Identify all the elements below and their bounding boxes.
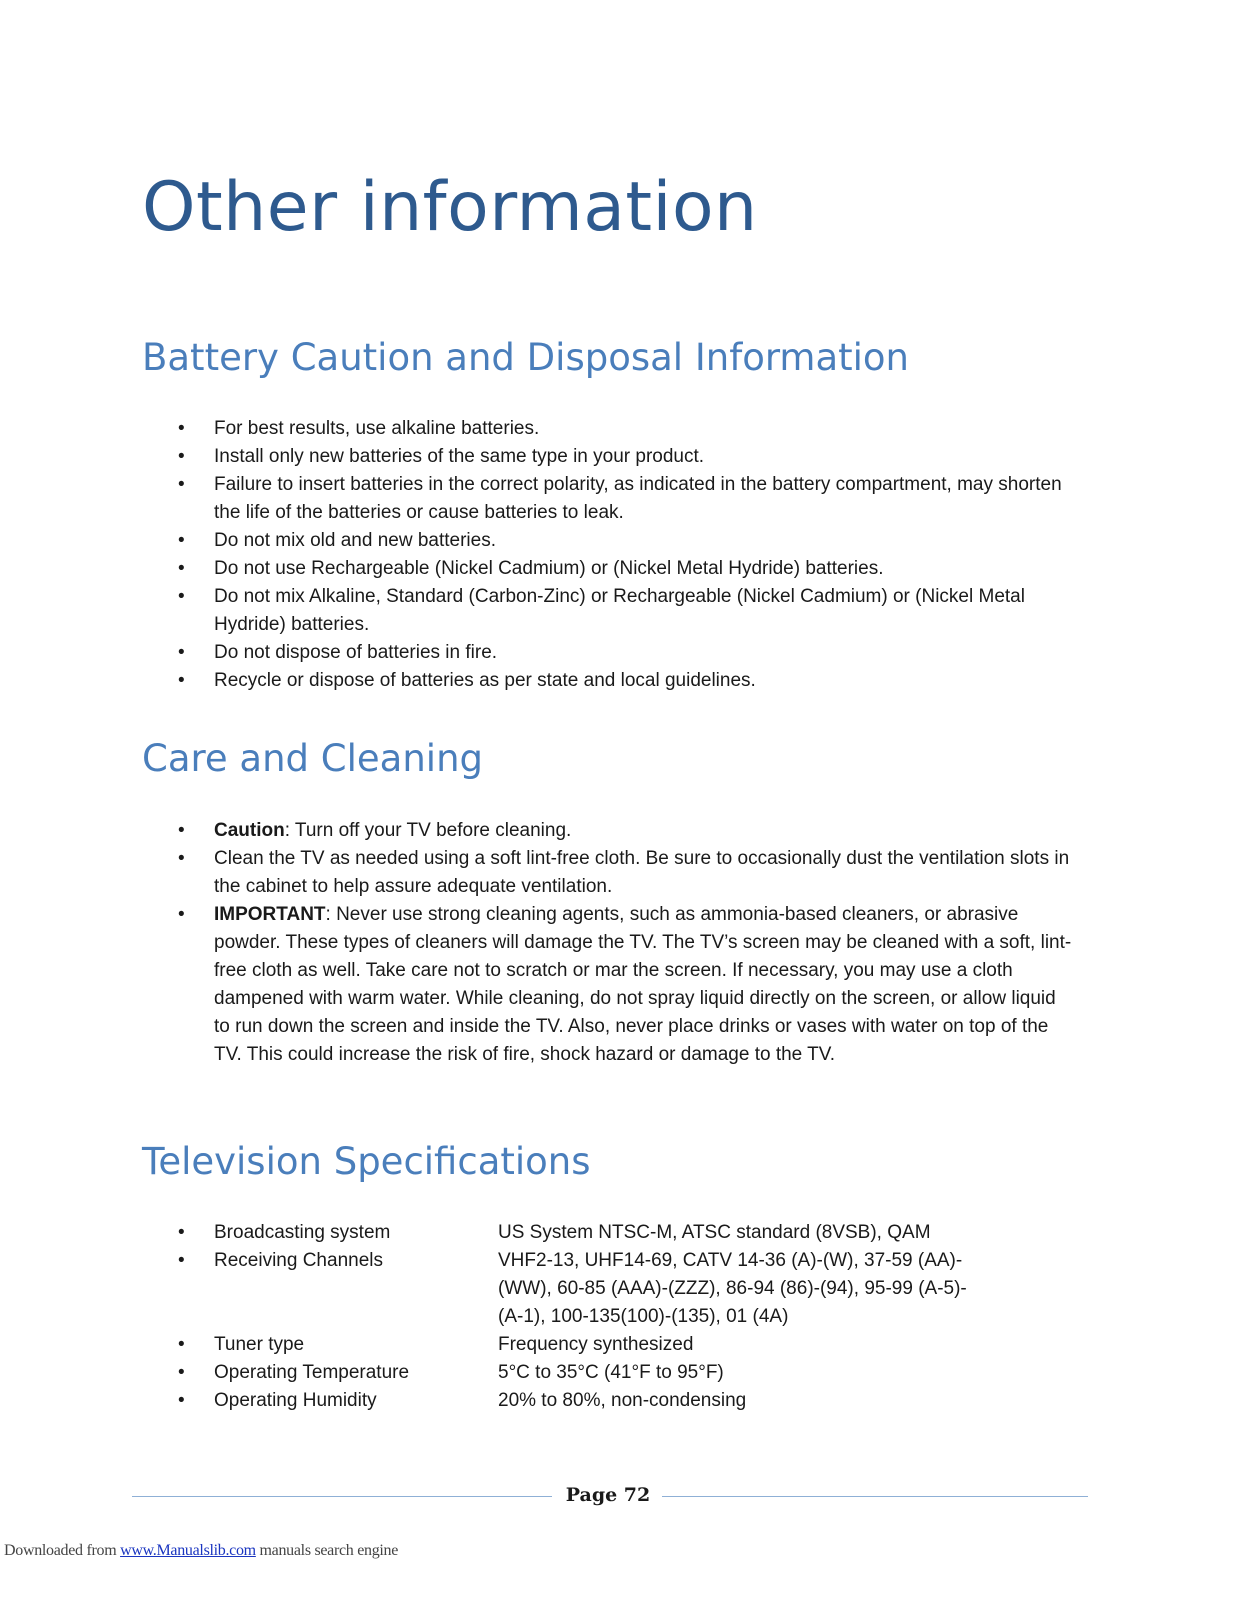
list-item-text: Do not use Rechargeable (Nickel Cadmium) or (Nickel Metal Hydride) batteries. bbox=[214, 558, 884, 579]
list-item bbox=[142, 845, 1072, 901]
footer-rule-right bbox=[662, 1496, 1088, 1497]
list-item-text: Failure to insert batteries in the correct polarity, as indicated in the battery compartment, may shorten the life of the batteries or cause batteries to leak. bbox=[214, 474, 1062, 523]
spec-value: VHF2-13, UHF14-69, CATV 14-36 (A)-(W), 37-59 (AA)- (WW), 60-85 (AAA)-(ZZZ), 86-94 (86)-(94), 95-99 (A-5)-(A-1), 100-135(100)-(135), 01 (4A) bbox=[498, 1250, 967, 1327]
battery-heading: Battery Caution and Disposal Information bbox=[142, 336, 910, 379]
bullet-icon: • bbox=[178, 586, 185, 607]
download-note bbox=[4, 1542, 398, 1560]
bullet-icon: • bbox=[178, 1334, 185, 1355]
list-item-text: Do not dispose of batteries in fire. bbox=[214, 642, 498, 663]
spec-row bbox=[142, 1219, 1072, 1247]
list-item-text: Do not mix Alkaline, Standard (Carbon-Zinc) or Rechargeable (Nickel Cadmium) or (Nickel Metal Hydride) batteries. bbox=[214, 586, 1025, 635]
list-item bbox=[142, 901, 1072, 1069]
manualslib-link[interactable]: www.Manualslib.com bbox=[120, 1542, 256, 1559]
bullet-icon: • bbox=[178, 904, 185, 925]
spec-label: Operating Humidity bbox=[214, 1390, 377, 1411]
bullet-icon: • bbox=[178, 848, 185, 869]
list-item bbox=[142, 583, 1072, 639]
spec-value: 20% to 80%, non-condensing bbox=[498, 1390, 747, 1411]
bullet-icon: • bbox=[178, 820, 185, 841]
spec-value: 5°C to 35°C (41°F to 95°F) bbox=[498, 1362, 724, 1383]
spec-row bbox=[142, 1247, 1072, 1331]
list-item bbox=[142, 555, 1072, 583]
bullet-icon: • bbox=[178, 1362, 185, 1383]
list-item bbox=[142, 667, 1072, 695]
list-item bbox=[142, 817, 1072, 845]
spec-label: Operating Temperature bbox=[214, 1362, 410, 1383]
spec-value: Frequency synthesized bbox=[498, 1334, 694, 1355]
spec-label: Tuner type bbox=[214, 1334, 305, 1355]
spec-row bbox=[142, 1387, 1072, 1415]
specs-list bbox=[142, 1219, 1072, 1415]
spec-label: Receiving Channels bbox=[214, 1250, 383, 1271]
list-item-text: Recycle or dispose of batteries as per state and local guidelines. bbox=[214, 670, 756, 691]
specs-heading: Television Specifications bbox=[142, 1140, 591, 1183]
download-suffix: manuals search engine bbox=[255, 1542, 399, 1559]
list-item bbox=[142, 415, 1072, 443]
care-heading: Care and Cleaning bbox=[142, 737, 484, 780]
bullet-icon: • bbox=[178, 642, 185, 663]
list-item-text: Clean the TV as needed using a soft lint-free cloth. Be sure to occasionally dust the ventilation slots in the cabinet to help assure adequate ventilation. bbox=[214, 848, 1070, 897]
list-item bbox=[142, 527, 1072, 555]
list-item-text: : Turn off your TV before cleaning. bbox=[284, 820, 572, 841]
page-number: Page 72 bbox=[565, 1484, 651, 1506]
bullet-icon: • bbox=[178, 474, 185, 495]
battery-list bbox=[142, 415, 1072, 695]
bullet-icon: • bbox=[178, 446, 185, 467]
list-item bbox=[142, 443, 1072, 471]
footer-rule-left bbox=[132, 1496, 552, 1497]
bullet-icon: • bbox=[178, 558, 185, 579]
spec-label: Broadcasting system bbox=[214, 1222, 391, 1243]
list-item bbox=[142, 471, 1072, 527]
bullet-icon: • bbox=[178, 530, 185, 551]
spec-value: US System NTSC-M, ATSC standard (8VSB), QAM bbox=[498, 1222, 931, 1243]
download-prefix: Downloaded from bbox=[4, 1542, 121, 1559]
bullet-icon: • bbox=[178, 670, 185, 691]
bullet-icon: • bbox=[178, 418, 185, 439]
list-item-text: Do not mix old and new batteries. bbox=[214, 530, 496, 551]
bullet-icon: • bbox=[178, 1390, 185, 1411]
spec-row bbox=[142, 1331, 1072, 1359]
list-item bbox=[142, 639, 1072, 667]
list-item-text: For best results, use alkaline batteries. bbox=[214, 418, 540, 439]
bullet-icon: • bbox=[178, 1250, 185, 1271]
bullet-icon: • bbox=[178, 1222, 185, 1243]
chapter-title: Other information bbox=[142, 168, 758, 247]
list-item-text: Install only new batteries of the same type in your product. bbox=[214, 446, 705, 467]
list-item-text: : Never use strong cleaning agents, such as ammonia-based cleaners, or abrasive powder. These types of cleaners will damage the TV. The TV’s screen may be cleaned with a soft, lint-free cloth as well. Take care not to scratch or mar the screen. If necessary, you may use a cloth dampened with warm water. While cleaning, do not spray liquid directly on the screen, or allow liquid to run down the screen and inside the TV. Also, never place drinks or vases with water on top of the TV. This could increase the risk of fire, shock hazard or damage to the TV. bbox=[214, 904, 1072, 1065]
care-list bbox=[142, 817, 1072, 1069]
caution-label: Caution bbox=[214, 820, 285, 841]
important-label: IMPORTANT bbox=[214, 904, 326, 925]
spec-row bbox=[142, 1359, 1072, 1387]
